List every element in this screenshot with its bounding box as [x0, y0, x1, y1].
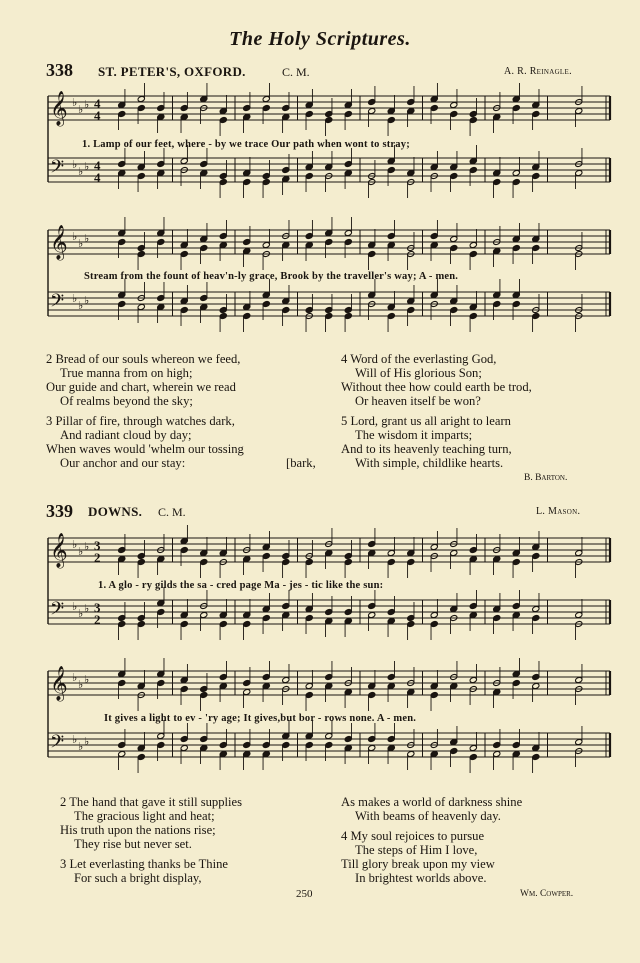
time-signature-bottom: 2 — [94, 612, 101, 627]
composer-339: L. Mason. — [536, 506, 581, 517]
verse-3-carry: [bark, — [286, 456, 316, 470]
treble-clef: 𝄞 — [50, 91, 68, 126]
tune-name-338: ST. PETER'S, OXFORD. — [98, 64, 246, 79]
meter-338: C. M. — [282, 65, 310, 79]
time-signature-bottom: 4 — [94, 108, 101, 123]
meter-339: C. M. — [158, 505, 186, 519]
page-number: 250 — [296, 888, 313, 900]
author-339: Wm. Cowper. — [520, 889, 574, 899]
verse-2-338: 2 Bread of our souls whereon we feed, True manna from on high; Our guide and chart, wherein we read Of realms beyond the sky; — [46, 352, 241, 408]
flat-sign: ♭ — [78, 103, 84, 116]
hymn-number-338: 338 — [46, 60, 73, 80]
time-signature-bottom: 2 — [94, 550, 101, 565]
bass-clef: 𝄢 — [50, 732, 65, 757]
flat-sign: ♭ — [72, 158, 78, 171]
time-signature-top: 4 — [94, 96, 101, 111]
time-signature-bottom: 4 — [94, 170, 101, 185]
flat-sign: ♭ — [72, 96, 78, 109]
flat-sign: ♭ — [78, 607, 84, 620]
time-signature-top: 3 — [94, 538, 101, 553]
music-lyric-line: Stream from the fount of heav'n-ly grace, Brook by the traveller's way; A - men. — [84, 271, 459, 282]
flat-sign: ♭ — [78, 165, 84, 178]
verse-3-339: 3 Let everlasting thanks be Thine For such a bright display, — [60, 857, 228, 885]
treble-clef: 𝄞 — [50, 225, 68, 260]
verse-4-339: 4 My soul rejoices to pursue The steps of Him I love, Till glory break upon my view In brightest worlds above. — [341, 829, 495, 885]
flat-sign: ♭ — [84, 232, 90, 245]
time-signature-top: 4 — [94, 158, 101, 173]
flat-sign: ♭ — [72, 733, 78, 746]
flat-sign: ♭ — [72, 292, 78, 305]
time-signature-top: 3 — [94, 600, 101, 615]
flat-sign: ♭ — [84, 540, 90, 553]
treble-clef: 𝄞 — [50, 533, 68, 568]
verse-5-338: 5 Lord, grant us all aright to learn The wisdom it imparts; And to its heavenly teaching turn, With simple, childlike hearts. — [341, 414, 512, 470]
flat-sign: ♭ — [72, 538, 78, 551]
author-338: B. Barton. — [524, 473, 568, 483]
music-lyric-line: It gives a light to ev - 'ry age; It gives,but bor - rows none. A - men. — [104, 713, 417, 724]
hymn-number-339: 339 — [46, 501, 73, 521]
flat-sign: ♭ — [78, 237, 84, 250]
flat-sign: ♭ — [72, 600, 78, 613]
flat-sign: ♭ — [84, 673, 90, 686]
bass-clef: 𝄢 — [50, 599, 65, 624]
flat-sign: ♭ — [84, 735, 90, 748]
flat-sign: ♭ — [78, 678, 84, 691]
flat-sign: ♭ — [72, 230, 78, 243]
flat-sign: ♭ — [78, 299, 84, 312]
flat-sign: ♭ — [72, 671, 78, 684]
flat-sign: ♭ — [84, 294, 90, 307]
flat-sign: ♭ — [84, 160, 90, 173]
verse-3-338: 3 Pillar of fire, through watches dark, And radiant cloud by day; When waves would 'whelm our tossing Our anchor and our stay: — [46, 414, 244, 470]
verse-4-338: 4 Word of the everlasting God, Will of His glorious Son; Without thee how could earth be trod, Or heaven itself be won? — [341, 352, 532, 408]
composer-338: A. R. Reinagle. — [504, 66, 572, 77]
bass-clef: 𝄢 — [50, 291, 65, 316]
flat-sign: ♭ — [84, 98, 90, 111]
music-lyric-line: 1. Lamp of our feet, where - by we trace Our path when wont to stray; — [82, 139, 410, 150]
treble-clef: 𝄞 — [50, 666, 68, 701]
tune-name-339: DOWNS. — [88, 504, 143, 519]
flat-sign: ♭ — [78, 545, 84, 558]
flat-sign: ♭ — [84, 602, 90, 615]
music-lyric-line: 1. A glo - ry gilds the sa - cred page Ma - jes - tic like the sun: — [98, 580, 384, 591]
verse-3-339-cont: As makes a world of darkness shine With beams of heavenly day. — [341, 795, 523, 823]
section-title: The Holy Scriptures. — [229, 28, 411, 50]
flat-sign: ♭ — [78, 740, 84, 753]
verse-2-339: 2 The hand that gave it still supplies The gracious light and heat; His truth upon the nations rise; They rise but never set. — [60, 795, 243, 851]
bass-clef: 𝄢 — [50, 157, 65, 182]
